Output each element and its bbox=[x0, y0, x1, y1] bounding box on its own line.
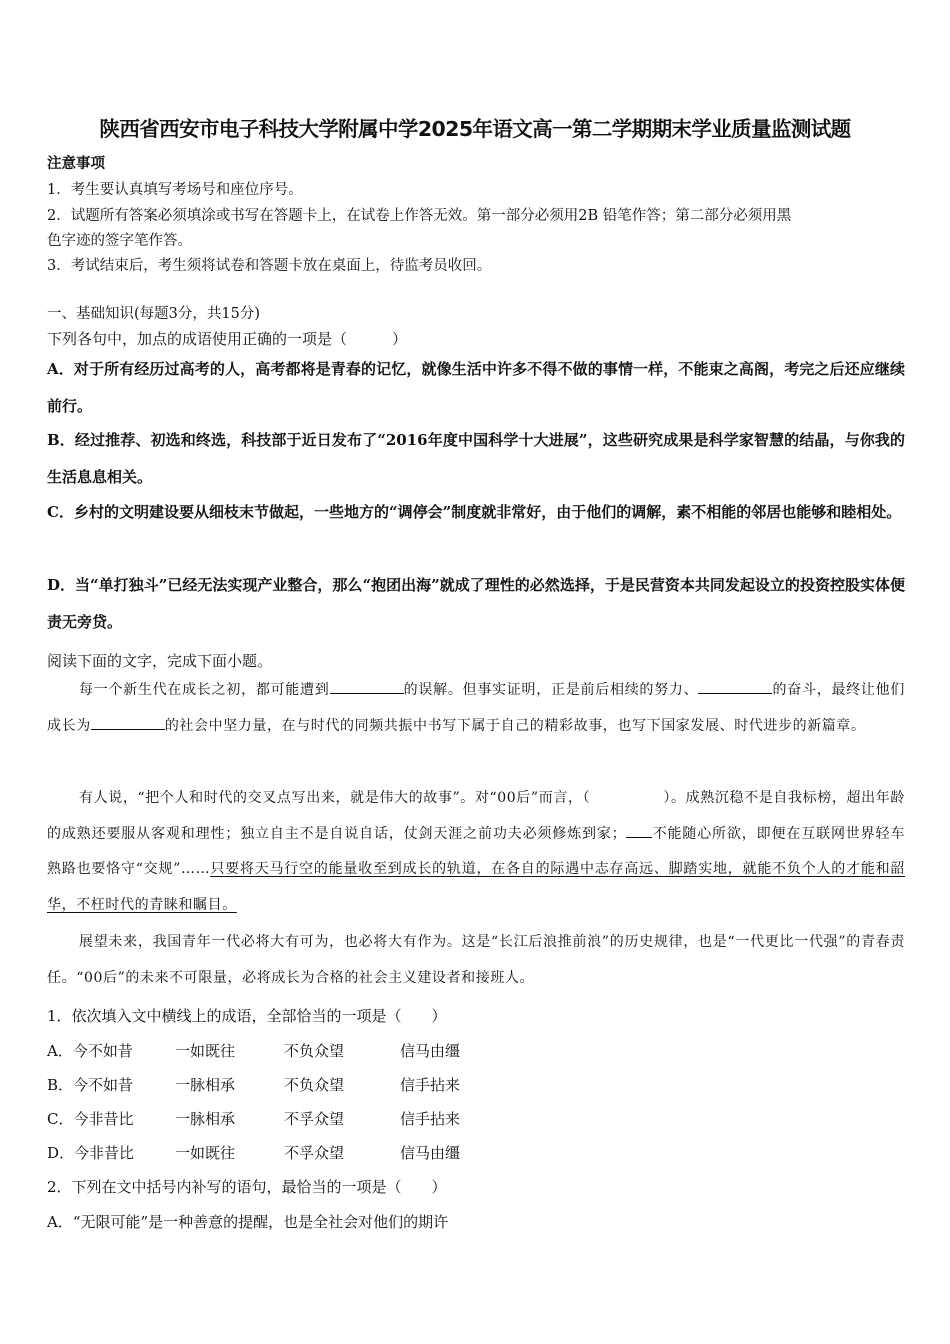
notice-item: 2．试题所有答案必须填涂或书写在答题卡上，在试卷上作答无效。第一部分必须用2B 铅笔作答；第二部分必须用黑 bbox=[47, 208, 792, 224]
question-stem: 下列各句中，加点的成语使用正确的一项是（ ） bbox=[47, 330, 408, 348]
question-1-stem: 1．依次填入文中横线上的成语，全部恰当的一项是（ ） bbox=[47, 1007, 447, 1025]
fill-blank bbox=[626, 823, 652, 838]
option-word: 不孚众望 bbox=[284, 1110, 345, 1128]
reading-text: 不能随心所欲，即便在互联网世界轻车熟路也要恪守“交规”…… bbox=[47, 825, 905, 877]
reading-paragraph-1 bbox=[47, 673, 905, 744]
reading-intro: 阅读下面的文字，完成下面小题。 bbox=[47, 652, 273, 670]
option-word: 不孚众望 bbox=[284, 1144, 345, 1162]
option-c: C．乡村的文明建设要从细枝末节做起，一些地方的“调停会”制度就非常好，由于他们的调解，素不相能的邻居也能够和睦相处。 bbox=[47, 503, 902, 521]
fill-blank bbox=[91, 715, 165, 730]
option-word: 信马由缰 bbox=[400, 1144, 461, 1162]
option-label: D．今非昔比 bbox=[47, 1144, 135, 1162]
option-word: 不负众望 bbox=[284, 1076, 345, 1094]
option-word: 信手拈来 bbox=[400, 1076, 461, 1094]
option-d: D．当“单打独斗”已经无法实现产业整合，那么“抱团出海”就成了理性的必然选择，于是民营资本共同发起设立的投资控股实体便责无旁贷。 bbox=[47, 576, 905, 631]
option-word: 一脉相承 bbox=[175, 1076, 236, 1094]
q2-option-a: A．“无限可能”是一种善意的提醒，也是全社会对他们的期许 bbox=[47, 1213, 449, 1231]
option-a: A．对于所有经历过高考的人，高考都将是青春的记忆，就像生活中许多不得不做的事情一样，不能束之高阁，考完之后还应继续前行。 bbox=[47, 360, 905, 415]
option-word: 一脉相承 bbox=[175, 1110, 236, 1128]
reading-text: 每一个新生代在成长之初，都可能遭到 bbox=[79, 682, 330, 698]
question-2-stem: 2．下列在文中括号内补写的语句，最恰当的一项是（ ） bbox=[47, 1178, 447, 1196]
option-word: 不负众望 bbox=[284, 1042, 345, 1060]
option-b: B．经过推荐、初选和终选，科技部于近日发布了“2016年度中国科学十大进展”，这些研究成果是科学家智慧的结晶，与你我的生活息息相关。 bbox=[47, 431, 905, 486]
section-heading: 一、基础知识(每题3分，共15分) bbox=[47, 306, 260, 322]
option-label: B．今不如昔 bbox=[47, 1076, 134, 1094]
notice-item: 3．考试结束后，考生须将试卷和答题卡放在桌面上，待监考员收回。 bbox=[47, 258, 492, 274]
underlined-sentence: 只要将天马行空的能量收至到成长的轨道，在各自的际遇中志存高远、脚踏实地，就能不负个人的才能和韶华，不枉时代的青睐和瞩目。 bbox=[47, 861, 905, 913]
reading-text: 的社会中坚力量，在与时代的同频共振中书写下属于自己的精彩故事，也写下国家发展、时代进步的新篇章。 bbox=[164, 717, 866, 734]
exam-title: 陕西省西安市电子科技大学附属中学2025年语文高一第二学期期末学业质量监测试题 bbox=[99, 117, 851, 141]
notice-item: 1．考生要认真填写考场号和座位序号。 bbox=[47, 182, 303, 198]
option-label: C．今非昔比 bbox=[47, 1110, 134, 1128]
option-word: 一如既往 bbox=[175, 1042, 236, 1060]
reading-text: 的误解。但事实证明，正是前后相续的努力、 bbox=[403, 682, 699, 698]
option-label: A．今不如昔 bbox=[47, 1042, 133, 1060]
reading-paragraph-3: 展望未来，我国青年一代必将大有可为，也必将大有作为。这是“长江后浪推前浪”的历史规律，也是“一代更比一代强”的青春责任。“00后”的未来不可限量，必将成长为合格的社会主义建设者和接班人。 bbox=[47, 934, 905, 986]
option-word: 一如既往 bbox=[175, 1144, 236, 1162]
notice-item: 色字迹的签字笔作答。 bbox=[47, 233, 192, 249]
fill-blank bbox=[330, 679, 404, 694]
reading-text: 的奋斗，最终让他们成长为 bbox=[47, 682, 905, 734]
option-word: 信马由缰 bbox=[400, 1042, 461, 1060]
notice-heading: 注意事项 bbox=[47, 155, 105, 172]
option-word: 信手拈来 bbox=[400, 1110, 461, 1128]
fill-blank bbox=[698, 679, 772, 694]
reading-paragraph-2 bbox=[47, 781, 905, 923]
reading-text: 有人说，“把个人和时代的交叉点写出来，就是伟大的故事”。对“00后”而言，（ ）。成熟沉稳不是自我标榜，超出年龄的成熟还要服从客观和理性；独立自主不是自说自话，仗剑天涯之前功夫必须修炼到家； bbox=[47, 790, 905, 842]
